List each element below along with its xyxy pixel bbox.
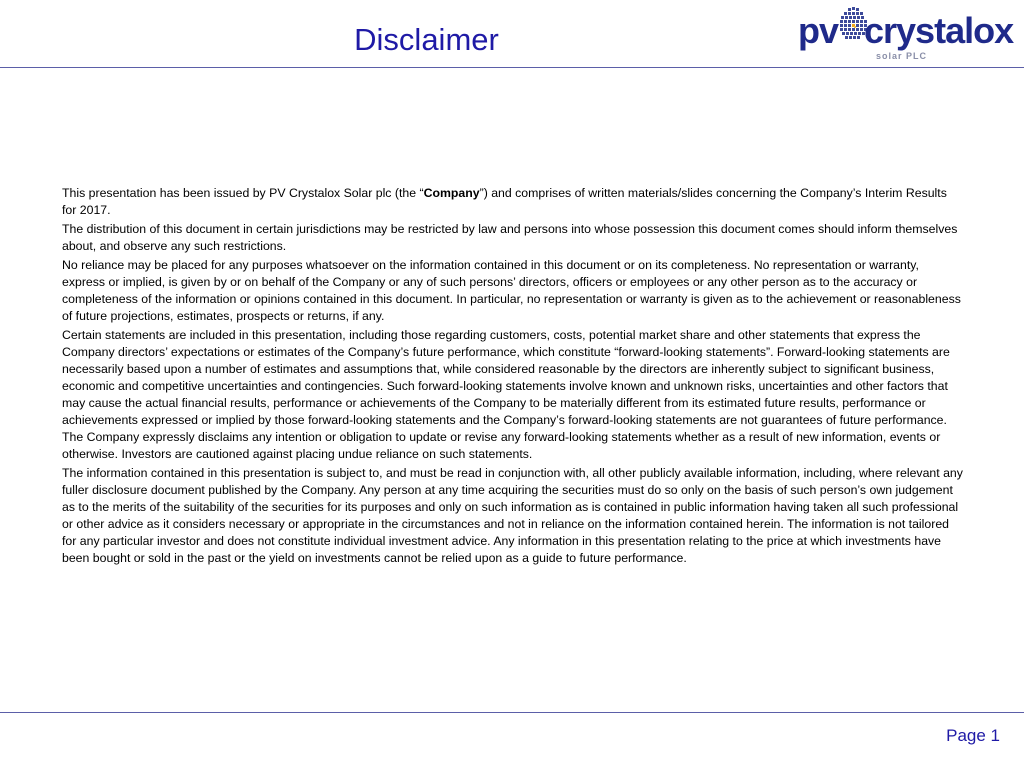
footer-divider — [0, 712, 1024, 713]
pv-crystalox-logo — [798, 4, 1018, 66]
page-number: Page 1 — [946, 726, 1000, 745]
paragraph-1-text-a: This presentation has been issued by PV Crystalox Solar plc (the “ — [62, 186, 424, 200]
disclaimer-paragraph-4: Certain statements are included in this presentation, including those regarding customers, costs, potential market share and other statements that express the Company directors’ expectations or estimates of the Company’s future performance, which constitute “forward-looking statements”. Forward-looking statements are necessarily based upon a number of estimates and assumptions that, while considered reasonable by the directors are inherently subject to significant business, economic and competitive uncertainties and contingencies. Such forward-looking statements involve known and unknown risks, uncertainties and other factors that may cause the actual financial results, performance or achievements of the Company to be materially different from its estimated future results, performance or achievements expressed or implied by those forward-looking statements and the Company’s forward-looking statements are not guarantees of future performance. The Company expressly disclaims any intention or obligation to update or revise any forward-looking statements whether as a result of new information, events or otherwise. Investors are cautioned against placing undue reliance on such statements. — [62, 328, 950, 461]
header-divider — [0, 67, 1024, 68]
logo-subtitle: solar PLC — [876, 51, 928, 61]
logo-pv-text: pv — [798, 10, 839, 51]
disclaimer-paragraph-1 — [62, 185, 964, 219]
logo-crystalox-text: crystalox — [864, 10, 1014, 51]
paragraph-1-text-b: ”) and comprises of written materials/slides concerning the Company’s Interim Results for 2017. — [62, 186, 947, 217]
slide-title: Disclaimer — [354, 22, 499, 57]
disclaimer-paragraph-5: The information contained in this presentation is subject to, and must be read in conjunction with, all other publicly available information, including, where relevant any fuller disclosure document published by the Company. Any person at any time acquiring the securities must do so only on the basis of such person’s own judgement as to the merits of the suitability of the securities for its purposes and only on such information as is contained in public information having taken all such professional or other advice as it considers necessary or appropriate in the circumstances and not in reliance on the information contained herein. The information is not tailored for any particular investor and does not constitute individual investment advice. Any information in this presentation relating to the price at which investments have been bought or sold in the past or the yield on investments cannot be relied upon as a guide to future performance. — [62, 466, 963, 565]
disclaimer-paragraph-2: The distribution of this document in certain jurisdictions may be restricted by law and persons into whose possession this document comes should inform themselves about, and observe any such restrictions. — [62, 222, 958, 253]
disclaimer-body — [62, 185, 964, 569]
disclaimer-paragraph-3: No reliance may be placed for any purposes whatsoever on the information contained in this document or on its completeness. No representation or warranty, express or implied, is given by or on behalf of the Company or any of such persons’ directors, officers or employees or any other person as to the accuracy or completeness of the information or opinions contained in this document. In particular, no representation or warranty is given as to the achievement or reasonableness of future projections, estimates, prospects or returns, if any. — [62, 258, 961, 323]
company-term: Company — [423, 186, 480, 200]
